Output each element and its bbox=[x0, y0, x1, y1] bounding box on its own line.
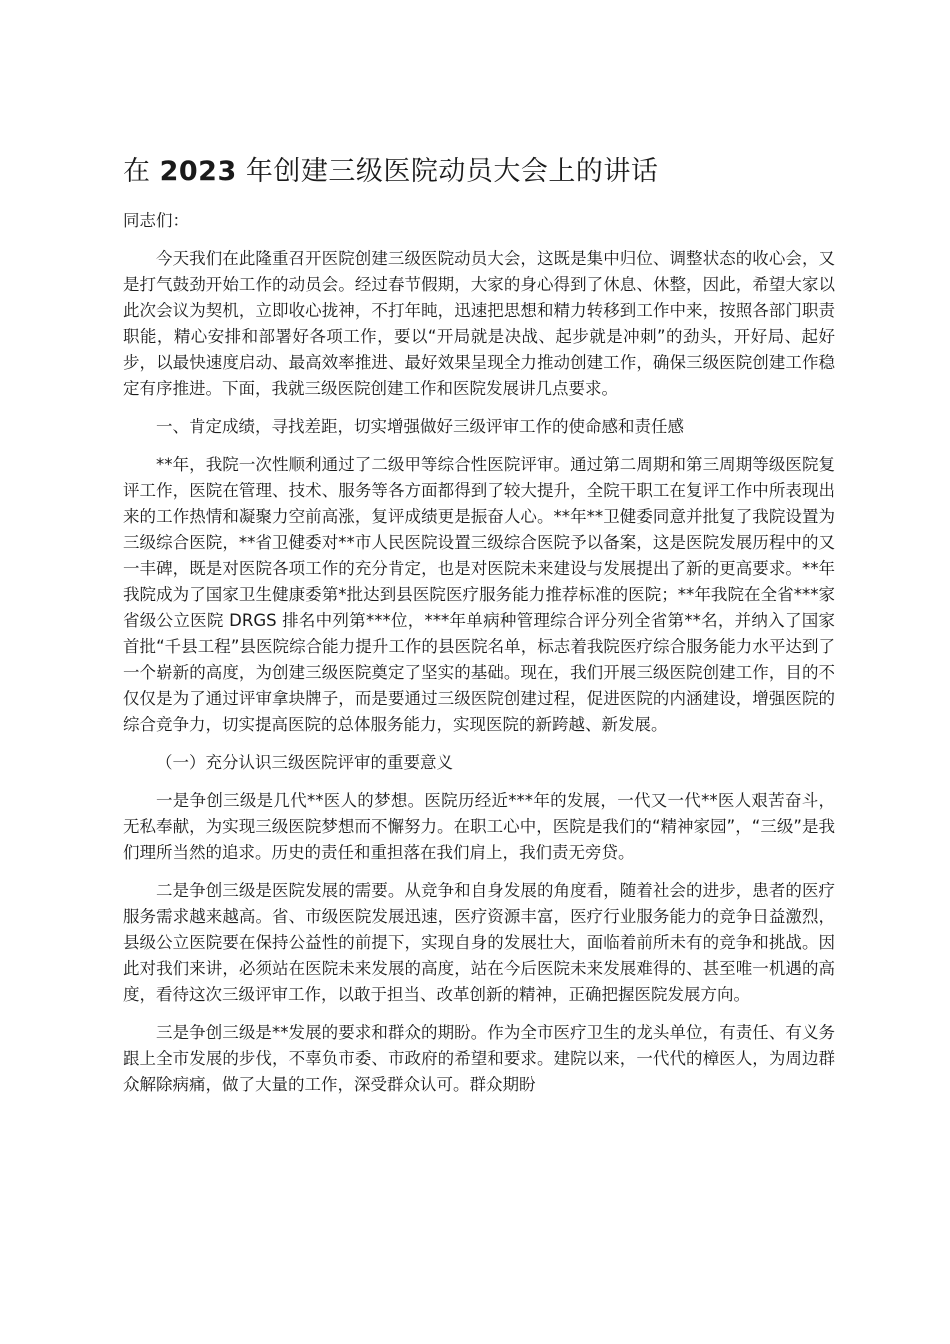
title-suffix: 年创建三级医院动员大会上的讲话 bbox=[236, 156, 659, 187]
paragraph-intro: 今天我们在此隆重召开医院创建三级医院动员大会，这既是集中归位、调整状态的收心会，又是打气鼓劲开始工作的动员会。经过春节假期，大家的身心得到了休息、休整，因此，希望大家以此次会议为契机，立即收心拢神，不打年盹，迅速把思想和精力转移到工作中来，按照各部门职责职能，精心安排和部署好各项工作，要以“开局就是决战、起步就是冲刺”的劲头，开好局、起好步，以最快速度启动、最高效率推进、最好效果呈现全力推动创建工作，确保三级医院创建工作稳定有序推进。下面，我就三级医院创建工作和医院发展讲几点要求。 bbox=[123, 249, 835, 398]
paragraph-point-3: 三是争创三级是**发展的要求和群众的期盼。作为全市医疗卫生的龙头单位，有责任、有义务跟上全市发展的步伐，不辜负市委、市政府的希望和要求。建院以来，一代代的樟医人，为周边群众解除病痛，做了大量的工作，深受群众认可。群众期盼 bbox=[123, 1023, 835, 1094]
paragraph-point-2: 二是争创三级是医院发展的需要。从竞争和自身发展的角度看，随着社会的进步，患者的医疗服务需求越来越高。省、市级医院发展迅速，医疗资源丰富，医疗行业服务能力的竞争日益激烈，县级公立医院要在保持公益性的前提下，实现自身的发展壮大，面临着前所未有的竞争和挑战。因此对我们来讲，必须站在医院未来发展的高度，站在今后医院未来发展难得的、甚至唯一机遇的高度，看待这次三级评审工作，以敢于担当、改革创新的精神，正确把握医院发展方向。 bbox=[123, 881, 835, 1004]
section-heading-1: 一、肯定成绩，寻找差距，切实增强做好三级评审工作的使命感和责任感 bbox=[156, 417, 684, 436]
title-prefix: 在 bbox=[123, 156, 160, 187]
greeting: 同志们： bbox=[123, 211, 189, 230]
subsection-heading-1: （一）充分认识三级医院评审的重要意义 bbox=[156, 753, 453, 772]
paragraph-point-1: 一是争创三级是几代**医人的梦想。医院历经近***年的发展，一代又一代**医人艰苦奋斗，无私奉献，为实现三级医院梦想而不懈努力。在职工心中，医院是我们的“精神家园”，“三级”是我们理所当然的追求。历史的责任和重担落在我们肩上，我们责无旁贷。 bbox=[123, 791, 835, 862]
document-page bbox=[123, 150, 835, 1110]
document-title bbox=[123, 150, 835, 194]
paragraph-achievements: **年，我院一次性顺利通过了二级甲等综合性医院评审。通过第二周期和第三周期等级医院复评工作，医院在管理、技术、服务等各方面都得到了较大提升，全院干职工在复评工作中所表现出来的工作热情和凝聚力空前高涨，复评成绩更是振奋人心。**年**卫健委同意并批复了我院设置为三级综合医院，**省卫健委对**市人民医院设置三级综合医院予以备案，这是医院发展历程中的又一丰碑，既是对医院各项工作的充分肯定，也是对医院未来建设与发展提出了新的更高要求。**年我院成为了国家卫生健康委第*批达到县医院医疗服务能力推荐标准的医院；**年我院在全省***家省级公立医院 DRGS 排名中列第***位，***年单病种管理综合评分列全省第**名，并纳入了国家首批“千县工程”县医院综合能力提升工作的县医院名单，标志着我院医疗综合服务能力水平达到了一个崭新的高度，为创建三级医院奠定了坚实的基础。现在，我们开展三级医院创建工作，目的不仅仅是为了通过评审拿块牌子，而是要通过三级医院创建过程，促进医院的内涵建设，增强医院的综合竞争力，切实提高医院的总体服务能力，实现医院的新跨越、新发展。 bbox=[123, 455, 835, 734]
title-year: 2023 bbox=[159, 156, 237, 187]
